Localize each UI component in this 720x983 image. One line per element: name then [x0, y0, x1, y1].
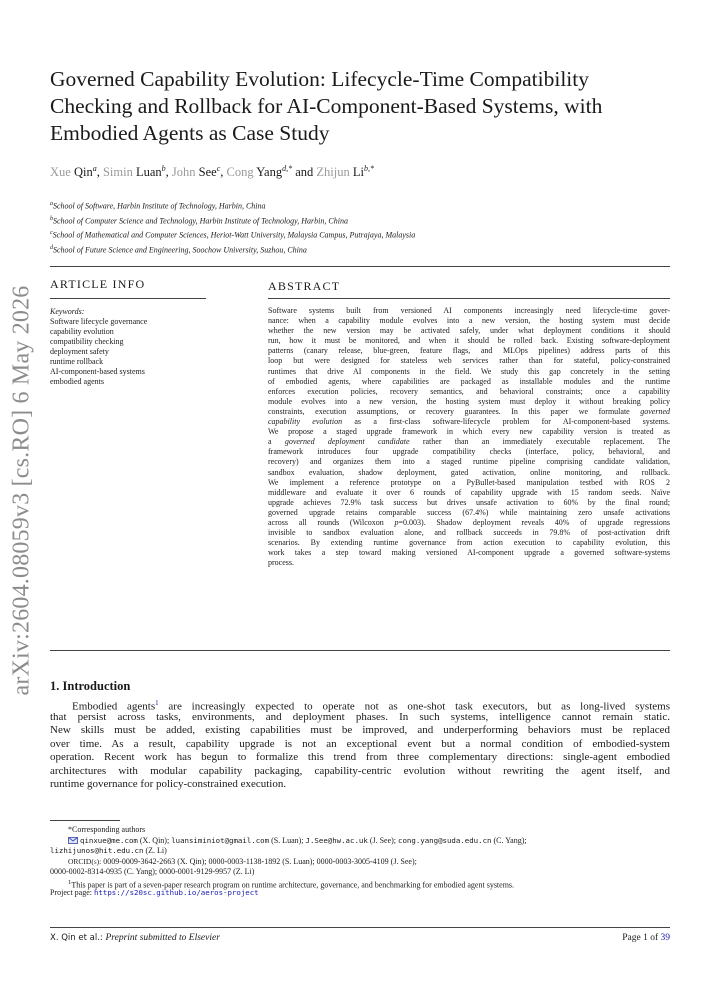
author-surname: Li	[352, 165, 364, 180]
project-line	[50, 888, 670, 899]
footnote-mark: 1	[68, 878, 72, 886]
page-number	[560, 933, 670, 943]
abstract-line: framework introduces four upgrade compatibility checks (interface, policy, behavioral, and	[268, 447, 670, 457]
affiliation	[50, 213, 415, 228]
author-given-name: Simin	[102, 165, 133, 180]
keyword: compatibility checking	[50, 337, 124, 346]
abstract-line: constraints, execution assumptions, or recovery guarantees. In this paper we formulate governed	[268, 406, 670, 416]
email-link[interactable]: qinxue@me.com	[80, 835, 138, 845]
author-surname: Yang	[256, 165, 283, 180]
abstract-line: runtimes that drive AI components in the field. We study this gap concretely in the setting	[268, 366, 670, 376]
keyword-list	[50, 317, 147, 387]
abstract-line: nance: when a capability module evolves into a new version, the hosting system must decide	[268, 316, 670, 326]
email-link[interactable]: cong.yang@suda.edu.cn	[398, 835, 492, 845]
author	[227, 165, 317, 179]
intro-line: runtime governance for policy-constrained execution.	[50, 778, 287, 790]
email-owner: (S. Luan);	[269, 835, 306, 845]
orcid-line: 0000-0002-8314-0935 (C. Yang); 0000-0001-9129-9957 (Z. Li)	[50, 867, 255, 876]
author-given-name: Cong	[226, 165, 254, 180]
orcid-line	[50, 857, 670, 868]
email-line	[50, 846, 670, 857]
affiliation	[50, 242, 415, 257]
affiliation-mark: a	[50, 201, 53, 207]
author-affil-mark: b	[161, 164, 166, 173]
abstract-divider	[268, 298, 670, 299]
author-separator: ,	[96, 165, 103, 180]
program-note	[50, 878, 670, 889]
keyword: embodied agents	[50, 377, 104, 386]
abstract-line: enforces execution policies, recovery semantics, and behavioral constraints; once a capability	[268, 386, 670, 396]
section-heading-introduction: 1. Introduction	[50, 679, 131, 693]
email-link[interactable]: luansiminiot@gmail.com	[171, 835, 270, 845]
affiliation-text: School of Software, Harbin Institute of Technology, Harbin, China	[53, 201, 266, 211]
author-surname: Luan	[135, 165, 162, 180]
abstract-line: patterns (canary release, blue-green, feature flags, and MLOps pipelines) address parts of this	[268, 346, 670, 356]
abstract-line: work takes a step toward making versioned AI-component upgrade a governed software-systems	[268, 548, 670, 558]
affiliation	[50, 198, 415, 213]
author-given-name: John	[171, 165, 196, 180]
author	[103, 165, 172, 179]
program-note-text: This paper is part of a seven-paper research program on runtime architecture, governance, and benchmarking for embodied agent systems.	[71, 880, 515, 890]
affiliation-mark: b	[50, 215, 53, 222]
abstract-line: process.	[268, 558, 294, 568]
email-owner: (J. See);	[367, 835, 399, 845]
intro-first-words: Embodied agents	[72, 700, 156, 713]
author-separator: ,	[165, 165, 172, 180]
orcid-ids: 0009-0009-3642-2663 (X. Qin); 0000-0003-1138-1892 (S. Luan); 0000-0003-3005-4109 (J. See);	[101, 856, 417, 866]
author	[50, 165, 103, 179]
affiliation-mark: c	[50, 230, 53, 237]
abstract-line: invisible to sandbox evaluation alone, and rollback succeeds in 79.8% of post-activation drift	[268, 528, 670, 538]
author-given-name: Zhijun	[316, 165, 350, 180]
author-given-name: Xue	[50, 165, 71, 180]
author-surname: Qin	[73, 165, 93, 180]
affiliation-mark: d	[50, 244, 53, 251]
arxiv-stamp	[2, 284, 42, 696]
project-label: Project page:	[50, 888, 94, 897]
footnote-link[interactable]: 1	[155, 699, 159, 707]
corresponding-note: *Corresponding authors	[68, 825, 146, 834]
abstract-line: Software systems built from versioned AI components increasingly need lifecycle-time gover-	[268, 306, 670, 315]
email-owner: (C. Yang);	[491, 835, 527, 845]
abstract-line: middleware and evaluate it over 6 rounds of capability upgrade with 15 random seeds. Naïve	[268, 487, 670, 497]
abstract-line: capability evolution as a first-class software-lifecycle problem for AI-component-based systems.	[268, 417, 670, 427]
abstract-line: scenarios. By extending runtime governance from action execution to capability evolution, this	[268, 538, 670, 548]
intro-line: architectures with modular capability packaging, capability-centric evolution without rewriting the agent itself, and	[50, 764, 670, 777]
abstract-heading: ABSTRACT	[268, 279, 341, 293]
abstract-line: We propose a staged upgrade framework in which every new capability version is treated as	[268, 427, 670, 437]
keyword: AI-component-based systems	[50, 367, 145, 376]
introduction-paragraph	[50, 697, 670, 792]
abstract-line: We implement a reference prototype on a PyBullet-based manipulation testbed with ROS 2	[268, 477, 670, 487]
keyword: capability evolution	[50, 327, 114, 336]
keyword: runtime rollback	[50, 357, 104, 366]
author-surname: See	[198, 165, 217, 180]
paper-title	[50, 66, 670, 147]
keyword: Software lifecycle governance	[50, 317, 148, 326]
intro-line: New skills must be added, existing capabilities must be improved, and underperforming behaviors must be replaced	[50, 724, 670, 736]
abstract-line: recovery) and organizes them into a staged runtime pipeline comprising candidate validation,	[268, 457, 670, 467]
email-link[interactable]: lizhijunos@hit.edu.cn	[50, 846, 144, 855]
abstract-line: a governed deployment candidate rather than an immediately executable replacement. The	[268, 437, 670, 447]
title-line: Checking and Rollback for AI-Component-Based Systems, with	[50, 94, 603, 118]
affiliation	[50, 227, 415, 242]
footer-authors: X. Qin et al.:	[50, 933, 106, 943]
project-link[interactable]: https://s20sc.github.io/aeros-project	[93, 888, 259, 897]
author-affil-mark: d,*	[282, 164, 293, 173]
page-label: Page 1 of	[622, 933, 661, 943]
abstract-line: of embodied agents, where capabilities are packaged as installable modules and the runtime	[268, 376, 670, 386]
footer-venue: Preprint submitted to Elsevier	[105, 933, 220, 943]
bottom-divider	[50, 650, 670, 651]
article-info-divider	[50, 298, 206, 299]
keyword: deployment safety	[50, 347, 109, 356]
intro-line	[50, 697, 670, 711]
title-line: Embodied Agents as Case Study	[50, 121, 330, 145]
abstract-line: loop but were designed for stateless web services rather than for stateful, policy-constrained	[268, 356, 670, 366]
abstract-text	[268, 306, 670, 568]
title-line: Governed Capability Evolution: Lifecycle-Time Compatibility	[50, 67, 590, 91]
author	[172, 165, 227, 179]
abstract-line: governed upgrade retains comparable success (67.4%) while maintaining zero unsafe activations	[268, 507, 670, 517]
affiliation-text: School of Future Science and Engineering, Soochow University, Suzhou, China	[53, 245, 307, 255]
abstract-line: module evolves into a new version, the hosting system must deploy it without breaking policy	[268, 396, 670, 406]
affiliation-list	[50, 198, 415, 257]
affiliation-text: School of Computer Science and Technology, Harbin Institute of Technology, Harbin, China	[53, 216, 348, 226]
author-affil-mark: b,*	[364, 164, 374, 173]
intro-line: operation. Recent work has begun to formalize this trend from three complementary directions: single-agent embodied	[50, 751, 670, 763]
abstract-line: whether the new version may be activated safely, under what deployment conditions it should	[268, 326, 670, 336]
intro-line: that persist across tasks, environments, and deployment phases. In such systems, intelligence cannot remain static.	[50, 710, 670, 723]
footnote-divider	[50, 820, 120, 821]
author-list	[50, 164, 374, 180]
arxiv-id: arXiv:2604.08059v3 [cs.RO] 6 May 2026	[8, 284, 35, 696]
author-affil-mark: a	[92, 164, 97, 173]
page-total-link[interactable]: 39	[660, 933, 670, 943]
author-affil-mark: c	[216, 164, 221, 173]
affiliation-text: School of Mathematical and Computer Sciences, Heriot-Watt University, Malaysia Campus, Putrajaya, Malaysia	[52, 230, 416, 240]
intro-line-text: are increasingly expected to operate not as one-shot task executors, but as long-lived systems	[158, 700, 670, 713]
intro-line: over time. As a result, capability upgrade is not an exceptional event but a normal condition of embodied-system	[50, 737, 670, 750]
footnotes	[50, 825, 670, 899]
abstract-line: run, how it must be monitored, and when it should be rolled back. Existing software-deployment	[268, 336, 670, 346]
top-divider	[50, 266, 670, 267]
email-owner: (X. Qin);	[137, 835, 172, 845]
envelope-icon	[68, 837, 78, 844]
email-line	[50, 836, 670, 847]
footer-divider	[50, 927, 670, 928]
abstract-line: across all rounds (Wilcoxon p=0.003). Shadow deployment reveals 40% of upgrade regressions	[268, 517, 671, 527]
abstract-line: sandbox evaluation, shadow deployment, gated activation, online monitoring, and rollback.	[268, 467, 670, 477]
keywords-label: Keywords:	[50, 307, 85, 316]
email-owner: (Z. Li)	[143, 846, 167, 855]
email-link[interactable]: J.See@hw.ac.uk	[305, 835, 368, 845]
author	[316, 165, 374, 179]
article-info-heading: ARTICLE INFO	[50, 277, 146, 291]
abstract-line: upgrade achieves 72.9% task success but drives unsafe activation to 60% by the final round;	[268, 497, 670, 507]
running-footer	[50, 933, 220, 943]
author-separator: ,	[220, 165, 227, 180]
orcid-label: ORCID(s):	[68, 856, 102, 866]
author-separator: and	[292, 165, 317, 180]
